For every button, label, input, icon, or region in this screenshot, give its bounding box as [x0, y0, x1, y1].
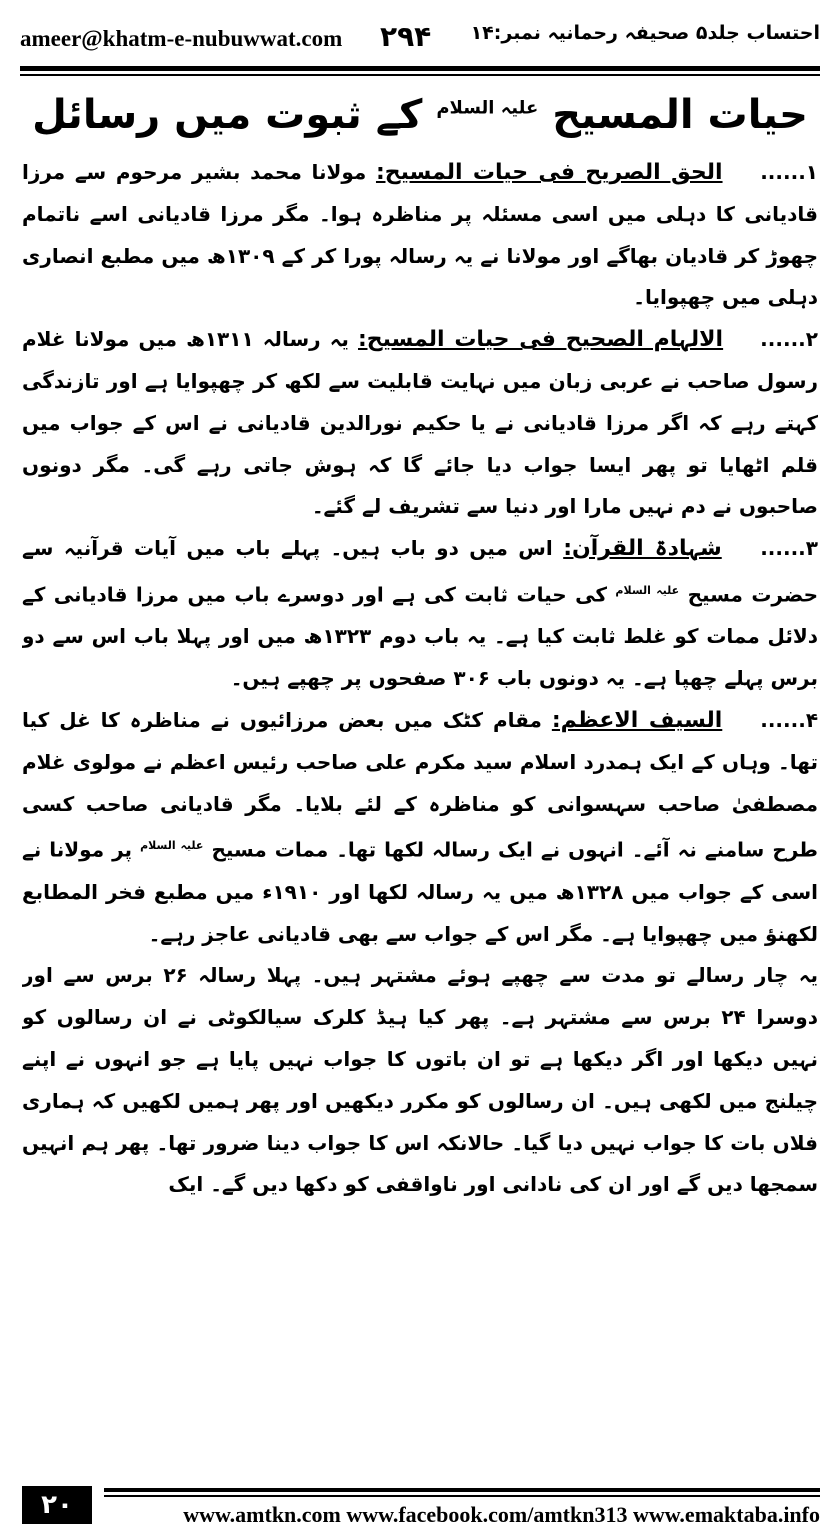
- item-4: [22, 700, 818, 955]
- item-1: [22, 152, 818, 319]
- footer-page-number: ۲۰: [22, 1486, 92, 1524]
- body-text: [22, 152, 818, 1442]
- page-title: [20, 92, 820, 138]
- header-rule-thin: [20, 74, 820, 76]
- title-text: حیات المسیح: [552, 92, 808, 138]
- honorific: علیہ السلام: [615, 583, 680, 597]
- item-text: پر مولانا نے اسی کے جواب میں ۱۳۲۸ھ میں یہ رسالہ لکھا اور ۱۹۱۰ء میں مطبع فخر المطابع لکھنؤ میں چھپوایا ہے۔ مگر اس کے جواب سے بھی قادیانی عاجز رہے۔: [22, 838, 818, 946]
- item-number: ۱......: [760, 160, 818, 184]
- title-rest: کے ثبوت میں رسائل: [32, 92, 423, 138]
- book-title: السیف الاعظم:: [551, 708, 723, 734]
- item-2: [22, 319, 818, 528]
- page-number: ۲۹۴: [380, 20, 432, 53]
- item-3: [22, 528, 818, 700]
- item-number: ۴......: [760, 708, 818, 733]
- book-title: الحق الصریح فی حیات المسیح:: [375, 160, 723, 185]
- item-text: مقام کٹک میں بعض مرزائیوں نے مناظرہ کا غل کیا تھا۔ وہاں کے ایک ہمدرد اسلام سید مکرم علی صاحب رئیس اعظم نے مولوی غلام مصطفیٰ صاحب سہسوانی کو مناظرہ کے لئے بلایا۔ مگر قادیانی صاحب کسی طرح سامنے نہ آئے۔ انہوں نے ایک رسالہ لکھا تھا۔ ممات مسیح: [22, 708, 818, 863]
- item-text: یہ رسالہ ۱۳۱۱ھ میں مولانا غلام رسول صاحب نے عربی زبان میں نہایت قابلیت سے لکھ کر چھپوایا ہے اور تازندگی کہتے رہے کہ اگر مرزا قادیانی نے یا حکیم نورالدین قادیانی نے اس کے جواب میں قلم اٹھایا تو پھر ایسا جواب دیا جائے گا کہ ہوش جاتی رہے گی۔ مگر دونوں صاحبوں نے دم نہیں مارا اور دنیا سے تشریف لے گئے۔: [22, 327, 818, 519]
- footer-rule: [104, 1488, 820, 1492]
- item-number: ۲......: [760, 327, 818, 352]
- title-honorific: علیہ السلام: [436, 97, 539, 119]
- item-text: کی حیات ثابت کی ہے اور دوسرے باب میں مرزا قادیانی کے دلائل ممات کو غلط ثابت کیا ہے۔ یہ باب دوم ۱۳۲۳ھ میں اور پہلا باب اس سے دو برس پہلے چھپا ہے۔ یہ دونوں باب ۳۰۶ صفحوں پر چھپے ہیں۔: [22, 582, 818, 691]
- closing-paragraph: یہ چار رسالے تو مدت سے چھپے ہوئے مشتہر ہیں۔ پہلا رسالہ ۲۶ برس سے اور دوسرا ۲۴ برس سے مشتہر ہے۔ پھر کیا ہیڈ کلرک سیالکوٹی نے ان رسالوں کو نہیں دیکھا اور اگر دیکھا ہے تو ان باتوں کا جواب نہیں پایا ہے جو انہوں نے اپنے چیلنج میں لکھی ہیں۔ ان رسالوں کو مکرر دیکھیں اور پھر ہمیں لکھیں کہ ہماری فلاں بات کا جواب نہیں دیا گیا۔ حالانکہ اس کا جواب دینا ضرور تھا۔ پھر ہم انہیں سمجھا دیں گے اور ان کی نادانی اور ناواقفی کو دکھا دیں گے۔ ایک: [22, 963, 818, 1197]
- footer-rule-thin: [104, 1495, 820, 1497]
- book-title: الالہام الصحیح فی حیات المسیح:: [358, 327, 724, 353]
- header-rule: [20, 66, 820, 71]
- footer-links: www.amtkn.com www.facebook.com/amtkn313 www.emaktaba.info: [183, 1502, 820, 1527]
- item-number: ۳......: [760, 536, 818, 561]
- header-email: ameer@khatm-e-nubuwwat.com: [20, 26, 343, 51]
- running-title: احتساب جلد۵ صحیفہ رحمانیہ نمبر:۱۴: [470, 22, 820, 44]
- book-title: شہادۃ القرآن:: [563, 536, 722, 562]
- item-text: اس میں دو باب ہیں۔ پہلے باب میں آیات قرآنیہ سے حضرت مسیح: [22, 536, 818, 607]
- page-header: [20, 12, 820, 62]
- honorific: علیہ السلام: [140, 839, 204, 853]
- item-text: مولانا محمد بشیر مرحوم سے مرزا قادیانی کا دہلی میں اسی مسئلہ پر مناظرہ ہوا۔ مگر مرزا قادیانی اسے ناتمام چھوڑ کر قادیان بھاگے اور مولانا نے یہ رسالہ پورا کر کے ۱۳۰۹ھ میں مطبع انصاری دہلی میں چھپوایا۔: [22, 160, 818, 310]
